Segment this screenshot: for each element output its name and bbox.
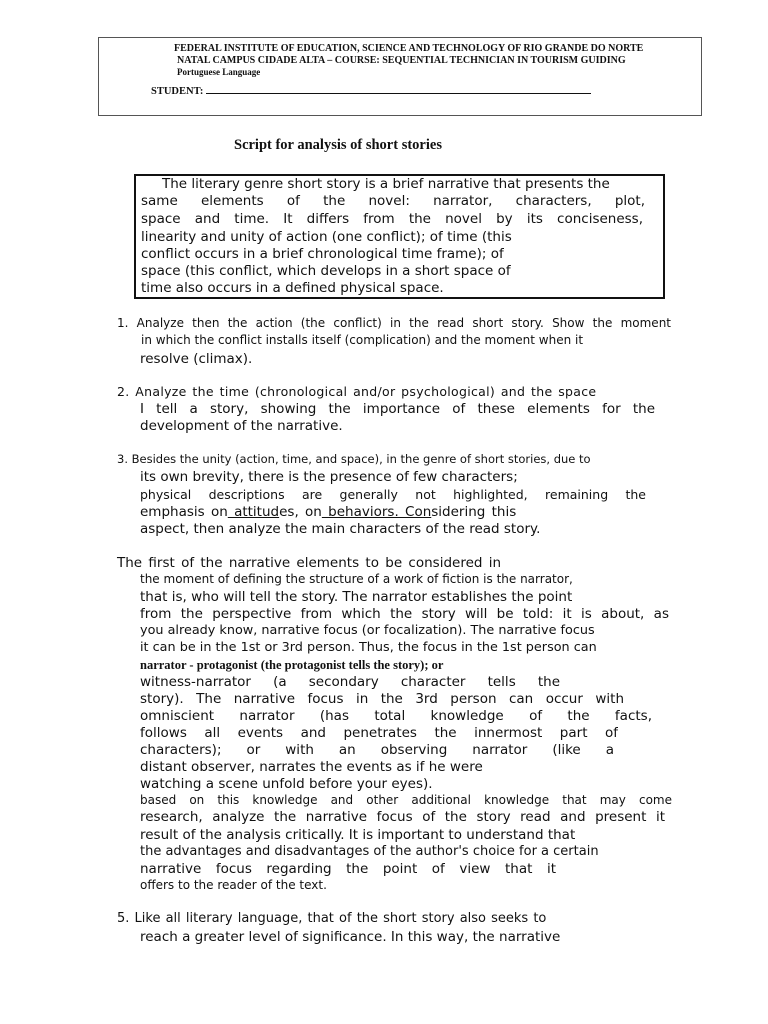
intro-line: same elements of the novel: narrator, characters, plot, — [141, 193, 645, 209]
question-3-line: aspect, then analyze the main characters of the read story. — [140, 521, 541, 537]
question-3-line: its own brevity, there is the presence of few characters; — [140, 469, 518, 485]
text-segment: es, on — [279, 504, 322, 520]
question-4-line: omniscient narrator (has total knowledge of the facts, — [140, 708, 652, 724]
intro-line: time also occurs in a defined physical space. — [141, 280, 444, 296]
question-4-line: The first of the narrative elements to be considered in — [117, 555, 502, 571]
campus-course: NATAL CAMPUS CIDADE ALTA – COURSE: SEQUENTIAL TECHNICIAN IN TOURISM GUIDING — [177, 55, 626, 66]
question-4-line: from the perspective from which the story will be told: it is about, as — [140, 606, 669, 622]
underlined-text: behaviors. Con — [321, 504, 432, 520]
question-4-line: follows all events and penetrates the innermost part of — [140, 725, 618, 741]
underlined-text: attitud — [227, 504, 280, 520]
question-2-line: development of the narrative. — [140, 418, 343, 434]
question-2-line: I tell a story, showing the importance of these elements for the — [140, 401, 655, 417]
student-label: STUDENT: — [151, 86, 204, 97]
question-4-line: based on this knowledge and other additional knowledge that may come — [140, 793, 672, 807]
question-4-line: the advantages and disadvantages of the author's choice for a certain — [140, 844, 599, 859]
question-3-line: physical descriptions are generally not highlighted, remaining the — [140, 487, 646, 502]
intro-line: conflict occurs in a brief chronological time frame); of — [141, 246, 504, 262]
question-5-line: reach a greater level of significance. In this way, the narrative — [140, 929, 561, 945]
intro-line: linearity and unity of action (one conflict); of time (this — [141, 229, 512, 245]
question-4-line: it can be in the 1st or 3rd person. Thus, the focus in the 1st person can — [140, 640, 597, 655]
student-blank-line — [206, 83, 591, 94]
text-segment: emphasis on — [140, 504, 228, 520]
question-4-line: you already know, narrative focus (or focalization). The narrative focus — [140, 623, 595, 638]
text-segment: sidering this — [431, 504, 517, 520]
question-2-line: 2. Analyze the time (chronological and/or psychological) and the space — [117, 384, 597, 399]
question-3-line — [140, 504, 516, 520]
question-4-line: distant observer, narrates the events as if he were — [140, 759, 483, 775]
header-box — [98, 37, 702, 116]
question-3-line: 3. Besides the unity (action, time, and space), in the genre of short stories, due to — [117, 452, 591, 466]
question-4-line: story). The narrative focus in the 3rd person can occur with — [140, 691, 624, 707]
institution-name: FEDERAL INSTITUTE OF EDUCATION, SCIENCE AND TECHNOLOGY OF RIO GRANDE DO NORTE — [174, 43, 644, 54]
question-4-line: offers to the reader of the text. — [140, 878, 327, 892]
student-field — [151, 83, 591, 97]
subject-name: Portuguese Language — [177, 67, 261, 77]
question-4-line: that is, who will tell the story. The narrator establishes the point — [140, 589, 573, 605]
question-4-line: research, analyze the narrative focus of the story read and present it — [140, 809, 665, 825]
question-4-line: characters); or with an observing narrator (like a — [140, 742, 614, 758]
intro-line: space (this conflict, which develops in a short space of — [141, 263, 511, 279]
question-4-line: result of the analysis critically. It is important to understand that — [140, 827, 576, 843]
question-4-line: witness-narrator (a secondary character tells the — [140, 674, 560, 690]
question-4-line: narrative focus regarding the point of view that it — [140, 861, 556, 877]
question-4-line: watching a scene unfold before your eyes). — [140, 776, 433, 792]
question-1-line: in which the conflict installs itself (complication) and the moment when it — [141, 333, 584, 347]
question-5-line: 5. Like all literary language, that of the short story also seeks to — [117, 911, 547, 926]
intro-line: The literary genre short story is a brief narrative that presents the — [162, 176, 610, 192]
question-4-line: narrator - protagonist (the protagonist tells the story); or — [140, 658, 444, 672]
question-4-line: the moment of defining the structure of a work of fiction is the narrator, — [140, 572, 573, 586]
page-title: Script for analysis of short stories — [234, 137, 442, 153]
question-1-line: resolve (climax). — [140, 351, 253, 367]
question-1-line: 1. Analyze then the action (the conflict) in the read short story. Show the moment — [117, 316, 671, 330]
intro-line: space and time. It differs from the novel by its conciseness, — [141, 211, 643, 227]
